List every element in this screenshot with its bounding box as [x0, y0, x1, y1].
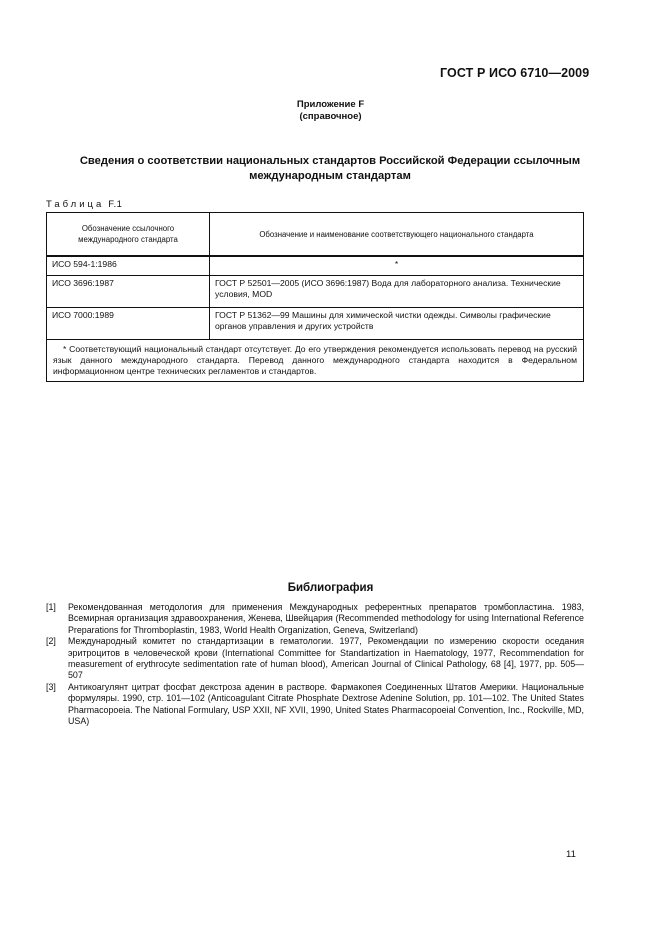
correspondence-table	[46, 212, 584, 382]
table-caption-number: F.1	[108, 199, 123, 210]
document-code-header: ГОСТ Р ИСО 6710—2009	[440, 66, 590, 80]
cell-national: ГОСТ Р 51362—99 Машины для химической чистки одежды. Символы графические органов управления и других устройств	[210, 308, 584, 340]
column-header-international: Обозначение ссылочного международного стандарта	[47, 213, 210, 257]
bibliography-item-number: [3]	[46, 681, 56, 692]
bibliography-item	[46, 636, 584, 682]
bibliography-item-text: Международный комитет по стандартизации в гематологии. 1977, Рекомендации по измерению скорости оседания эритроцитов в человеческой крови (International Committee for Standartization in Haematology, 1977, Recommendation for measurement of erythrocyte sedimentation rate of human blood), American Journal of Clinical Pathology, 68 [4], 1977, pp. 505—507	[68, 636, 584, 681]
bibliography-item	[46, 682, 584, 728]
section-title	[60, 154, 600, 184]
cell-national: ГОСТ Р 52501—2005 (ИСО 3696:1987) Вода для лабораторного анализа. Технические условия, MOD	[210, 276, 584, 308]
cell-international: ИСО 7000:1989	[47, 308, 210, 340]
section-title-line-2: международным стандартам	[249, 170, 411, 182]
cell-international: ИСО 3696:1987	[47, 276, 210, 308]
bibliography-title: Библиография	[287, 582, 374, 594]
table-row	[47, 256, 584, 276]
table-footnote-text: * Соответствующий национальный стандарт отсутствует. До его утверждения рекомендуется использовать перевод на русский язык данного международного стандарта. Перевод данного международного стандарта находится в Федеральном информационном центре технических регламентов и стандартов.	[53, 344, 577, 376]
bibliography-item-number: [2]	[46, 636, 56, 647]
table-footnote-row	[47, 340, 584, 382]
cell-national: *	[210, 256, 584, 276]
table-row	[47, 276, 584, 308]
page-number: 11	[566, 849, 576, 860]
annex-heading	[0, 99, 661, 123]
bibliography-list	[46, 602, 584, 727]
table-header-row	[47, 213, 584, 257]
table-row	[47, 308, 584, 340]
bibliography-item	[46, 602, 584, 636]
table-footnote	[47, 340, 584, 382]
bibliography-item-text: Рекомендованная методология для применения Международных референтных препаратов тромбопластина. 1983, Всемирная организация здравоохранения, Женева, Швейцария (Recommended methodology for using International Reference Preparations for Thromboplastin, 1983, World Health Organization, Geneva, Switzerland)	[68, 602, 584, 635]
bibliography-item-number: [1]	[46, 602, 56, 612]
column-header-national: Обозначение и наименование соответствующего национального стандарта	[210, 213, 584, 257]
annex-title: Приложение F	[296, 99, 365, 110]
table-caption	[46, 199, 122, 210]
annex-subtitle: (справочное)	[299, 111, 362, 122]
cell-international: ИСО 594-1:1986	[47, 256, 210, 276]
section-title-line-1: Сведения о соответствии национальных стандартов Российской Федерации ссылочным	[79, 155, 581, 167]
table-caption-label: Таблица	[46, 199, 105, 210]
bibliography-item-text: Антикоагулянт цитрат фосфат декстроза аденин в растворе. Фармакопея Соединенных Штатов Америки. Национальные формуляры. 1990, стр. 101—102 (Anticoagulant Citrate Phosphate Dextrose Adenine Solution, pp. 101—102. The United States Pharmacopoeia. The National Formulary, USP XXII, NF XVII, 1990, United States Pharmacopoeial Convention, Inc., Rockville, MD, USA)	[68, 681, 584, 727]
